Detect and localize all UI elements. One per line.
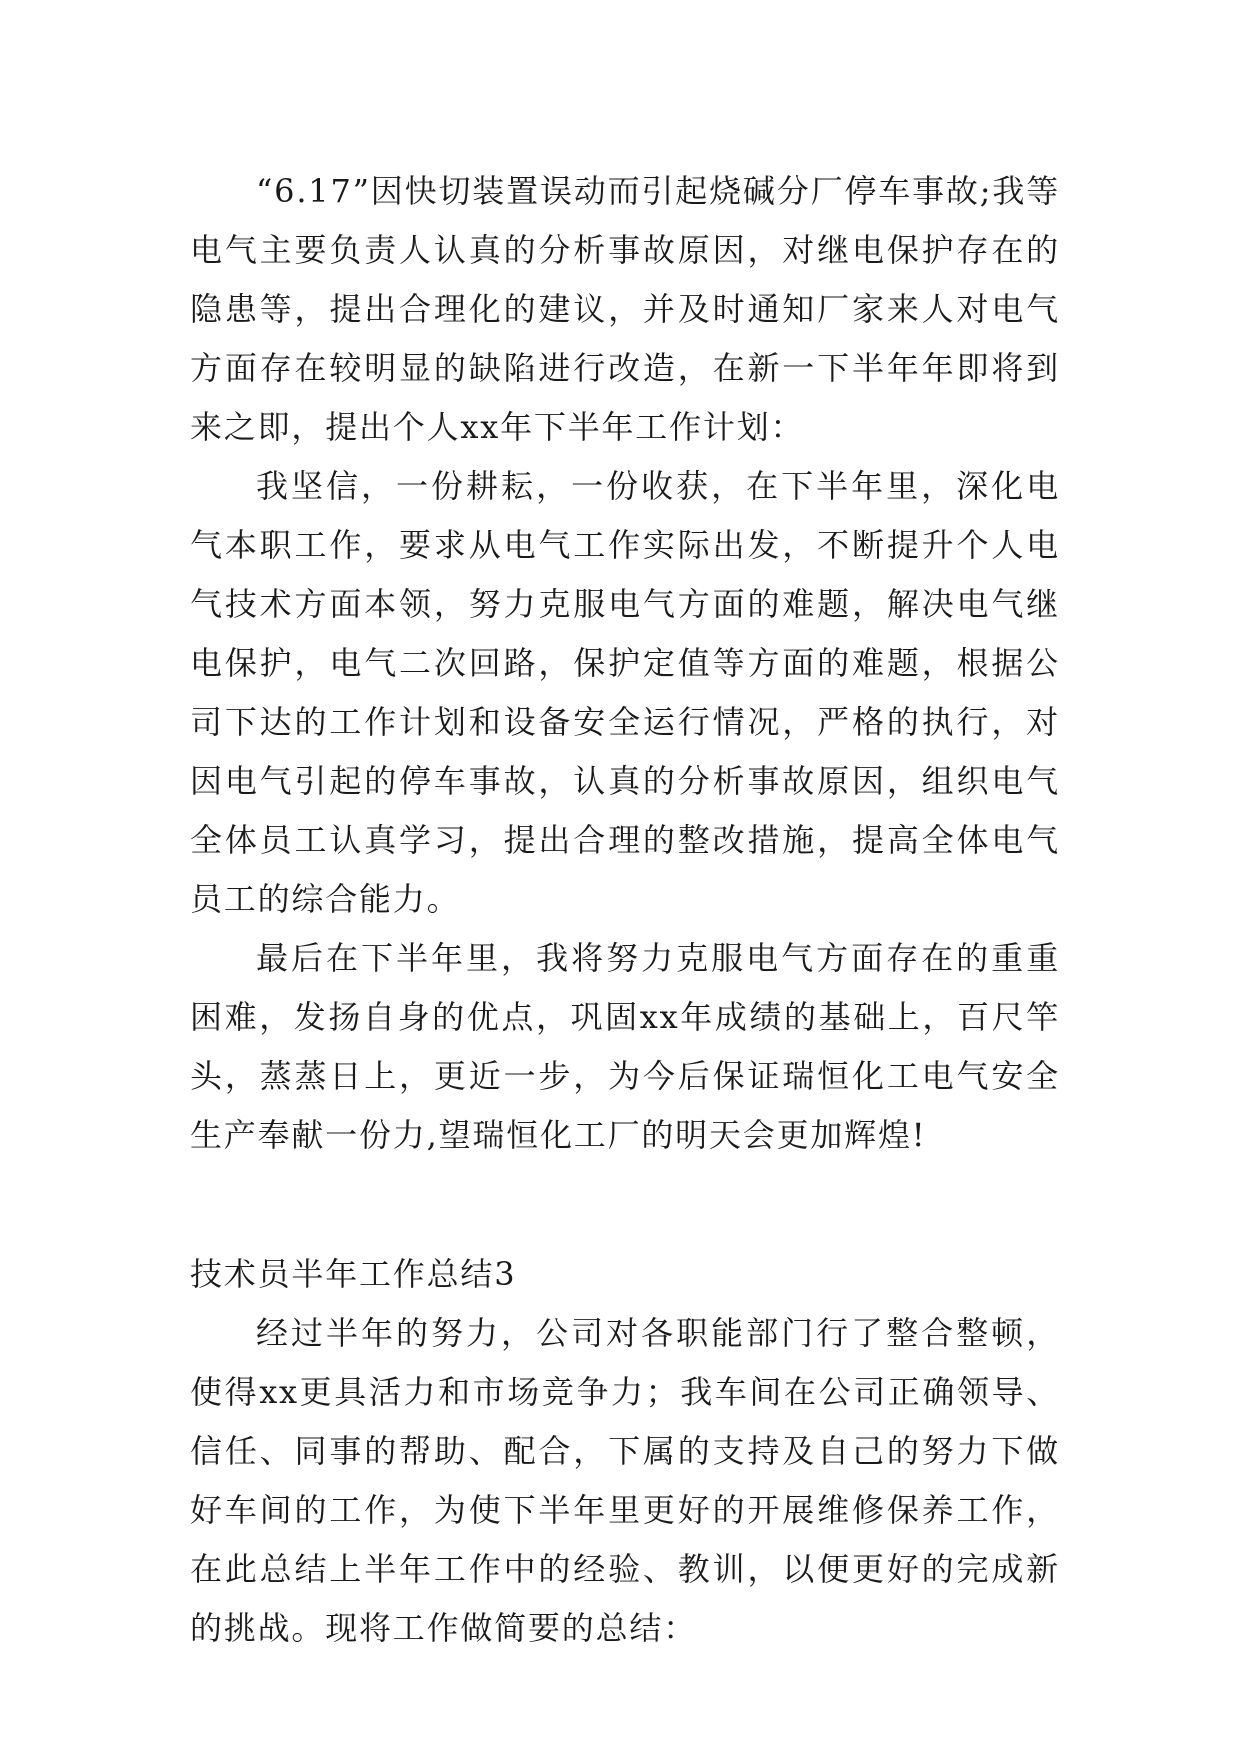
paragraph-accident-analysis: “6.17”因快切装置误动而引起烧碱分厂停车事故;我等电气主要负责人认真的分析事故原因，对继电保护存在的隐患等，提出合理化的建议，并及时通知厂家来人对电气方面存在较明显的缺陷进行改造，在新一下半年年即将到来之即，提出个人xx年下半年工作计划： [190,172,1060,446]
section-heading: 技术员半年工作总结3 [190,1255,517,1293]
paragraph-work-plan: 我坚信，一份耕耘，一份收获，在下半年里，深化电气本职工作，要求从电气工作实际出发，不断提升个人电气技术方面本领，努力克服电气方面的难题，解决电气继电保护，电气二次回路，保护定值等方面的难题，根据公司下达的工作计划和设备安全运行情况，严格的执行，对因电气引起的停车事故，认真的分析事故原因，组织电气全体员工认真学习，提出合理的整改措施，提高全体电气员工的综合能力。 [190,467,1060,918]
paragraph-half-year-summary: 经过半年的努力，公司对各职能部门行了整合整顿，使得xx更具活力和市场竞争力；我车间在公司正确领导、信任、同事的帮助、配合，下属的支持及自己的努力下做好车间的工作，为使下半年里更好的开展维修保养工作，在此总结上半年工作中的经验、教训，以便更好的完成新的挑战。现将工作做简要的总结： [190,1314,1060,1647]
paragraph-conclusion: 最后在下半年里，我将努力克服电气方面存在的重重困难，发扬自身的优点，巩固xx年成绩的基础上，百尺竿头，蒸蒸日上，更近一步，为今后保证瑞恒化工电气安全生产奉献一份力,望瑞恒化工厂的明天会更加辉煌! [190,939,1060,1154]
document-body [190,162,1060,1658]
